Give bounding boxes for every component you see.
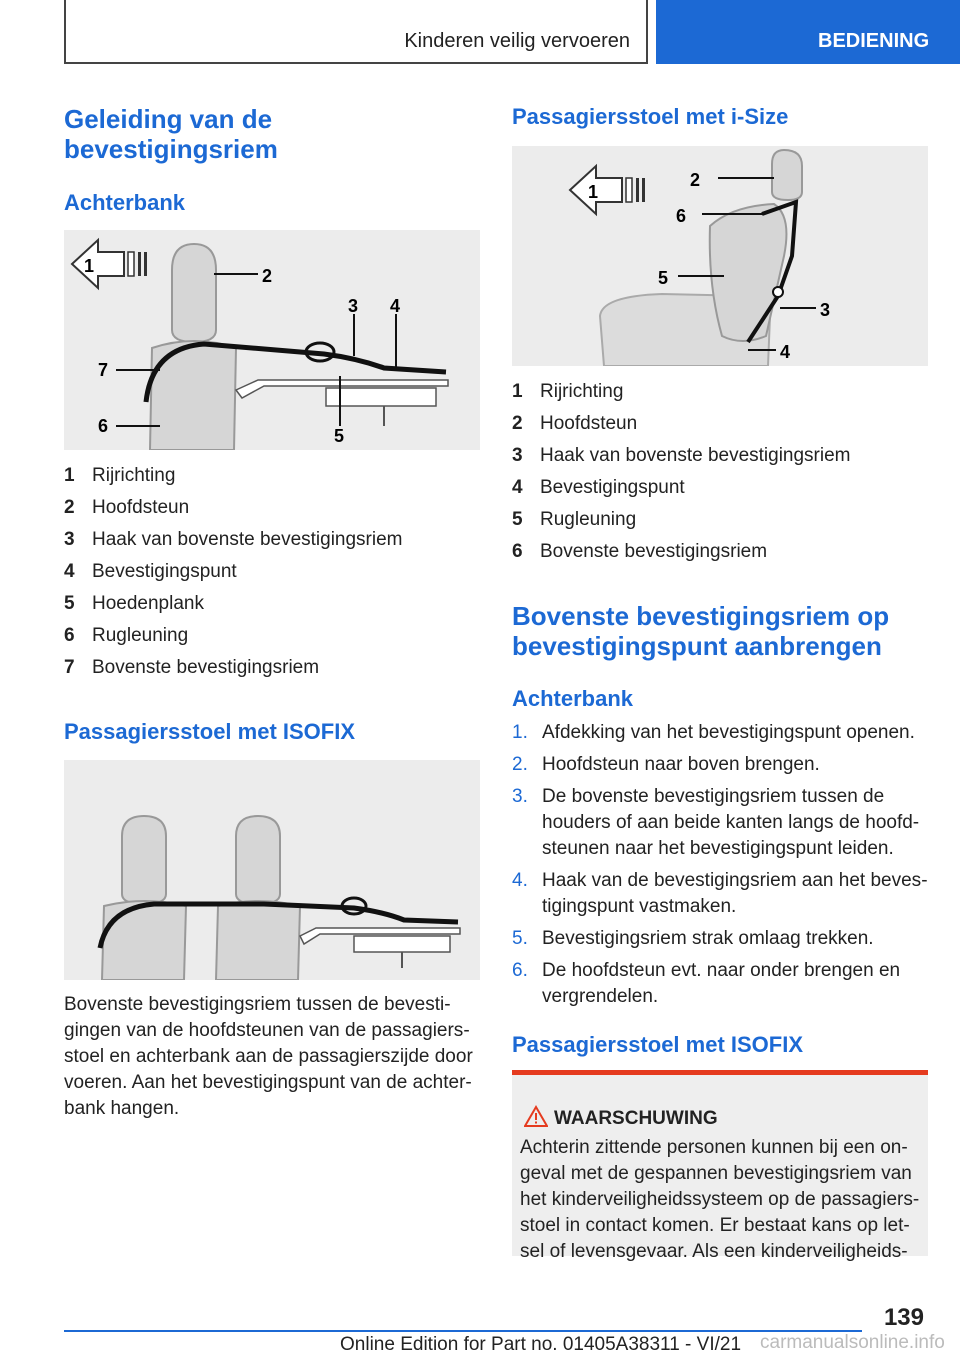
step-item [512, 926, 928, 952]
step-text: De hoofdsteun evt. naar onder brengen en vergrendelen. [542, 960, 901, 1007]
legend-item [64, 620, 403, 652]
headrest-shape [172, 244, 216, 342]
step-item [512, 720, 928, 746]
legend-item [512, 472, 851, 504]
step-item [512, 868, 928, 920]
legend-item [512, 376, 851, 408]
legend-text: Haak van bovenste bevestigingsriem [540, 445, 851, 466]
callout-3: 3 [348, 296, 359, 316]
callout-7: 7 [98, 360, 109, 380]
callout-2: 2 [262, 266, 273, 286]
callout-1: 1 [588, 182, 599, 202]
figure-isize [512, 146, 928, 366]
direction-arrow-icon [570, 166, 645, 214]
legend-num: 1 [64, 465, 75, 486]
callout-2: 2 [690, 170, 701, 190]
legend-item [512, 504, 851, 536]
legend-text: Bevestigingspunt [92, 561, 237, 582]
legend-item [64, 652, 403, 684]
callout-6: 6 [676, 206, 687, 226]
warning-header [524, 1105, 718, 1130]
step-num: 3. [512, 786, 528, 807]
step-text: De bovenste bevestigingsriem tussen de houders of aan beide kanten langs de hoofdsteunen naar het bevestigingspunt leiden. [542, 786, 920, 859]
warning-text: Achterin zittende personen kunnen bij een ongeval met de gespannen bevestigingsriem van het kinderveiligheidssysteem op de passagiersstoel in contact komen. Er bestaat kans op letsel of levensgevaar. Als een kinderveiligheids- [520, 1137, 920, 1262]
legend-num: 4 [64, 561, 75, 582]
callout-4: 4 [780, 342, 791, 362]
step-text: Hoofdsteun naar boven brengen. [542, 754, 820, 775]
warning-title: WAARSCHUWING [554, 1108, 718, 1129]
legend-item [64, 588, 403, 620]
legend-text: Bovenste bevestigingsriem [92, 657, 320, 678]
step-text: Haak van de bevestigingsriem aan het bevestigingspunt vastmaken. [542, 870, 928, 917]
legend-text: Rugleuning [540, 509, 637, 530]
left-subtitle: Achterbank [64, 190, 186, 215]
legend-num: 2 [512, 413, 523, 434]
step-num: 1. [512, 722, 528, 743]
legend-num: 3 [64, 529, 75, 550]
right-mount-subtitle: Achterbank [512, 686, 634, 711]
legend-text: Rijrichting [92, 465, 176, 486]
callout-5: 5 [334, 426, 345, 446]
header-tab-label[interactable]: BEDIENING [818, 30, 930, 52]
page-number: 139 [883, 1304, 924, 1331]
left-title: Geleiding van de bevestigingsriem [64, 104, 278, 164]
legend-num: 5 [512, 509, 523, 530]
right-isize-heading: Passagiersstoel met i-Size [512, 104, 789, 129]
callout-6: 6 [98, 416, 109, 436]
legend-text: Rijrichting [540, 381, 624, 402]
legend-text: Bevestigingspunt [540, 477, 685, 498]
left-isofix-text: Bovenste bevestigingsriem tussen de bevestigingen van de hoofdsteunen van de passagiersstoel en achterbank aan de passagierszijde door voeren. Aan het bevestigingspunt van de achterbank hangen. [64, 994, 473, 1119]
footer-edition: Online Edition for Part no. 01405A38311 - VI/21 [340, 1334, 742, 1355]
figure-rear-seat [64, 230, 480, 450]
mount-steps-list [512, 720, 928, 1016]
backrest-shape [150, 341, 236, 450]
figure-rear-seat-drawing [64, 230, 480, 450]
warning-triangle-icon [524, 1105, 548, 1127]
right-isofix-heading: Passagiersstoel met ISOFIX [512, 1032, 804, 1057]
figure-isize-drawing [512, 146, 928, 366]
left-legend-list [64, 460, 403, 684]
step-num: 6. [512, 960, 528, 981]
legend-text: Bovenste bevestigingsriem [540, 541, 768, 562]
right-mount-title: Bovenste bevestigingsriem op bevestigingspunt aanbrengen [512, 601, 890, 661]
legend-item [64, 556, 403, 588]
step-num: 4. [512, 870, 528, 891]
warning-box [512, 1070, 928, 1262]
legend-text: Haak van bovenste bevestigingsriem [92, 529, 403, 550]
figure-isofix [64, 760, 480, 980]
legend-text: Hoedenplank [92, 593, 204, 614]
step-text: Afdekking van het bevestigingspunt openen. [542, 722, 915, 743]
callout-4: 4 [390, 296, 401, 316]
legend-item [64, 460, 403, 492]
left-isofix-heading: Passagiersstoel met ISOFIX [64, 719, 356, 744]
right-legend-list [512, 376, 851, 568]
legend-num: 7 [64, 657, 75, 678]
legend-text: Hoofdsteun [540, 413, 638, 434]
legend-item [512, 536, 851, 568]
footer-divider [64, 1330, 862, 1332]
legend-text: Rugleuning [92, 625, 189, 646]
footer-watermark[interactable]: carmanualsonline.info [760, 1332, 945, 1353]
callout-5: 5 [658, 268, 669, 288]
figure-isofix-drawing [64, 760, 480, 980]
step-text: Bevestigingsriem strak omlaag trekken. [542, 928, 874, 949]
legend-item [64, 524, 403, 556]
step-num: 5. [512, 928, 528, 949]
legend-item [512, 440, 851, 472]
legend-item [512, 408, 851, 440]
step-num: 2. [512, 754, 528, 775]
step-item [512, 752, 928, 778]
callout-3: 3 [820, 300, 831, 320]
legend-num: 6 [512, 541, 523, 562]
legend-num: 1 [512, 381, 523, 402]
step-item [512, 784, 928, 862]
legend-text: Hoofdsteun [92, 497, 190, 518]
step-item [512, 958, 928, 1010]
legend-num: 3 [512, 445, 523, 466]
header-section-title: Kinderen veilig vervoeren [404, 30, 630, 52]
legend-item [64, 492, 403, 524]
legend-num: 6 [64, 625, 75, 646]
legend-num: 2 [64, 497, 75, 518]
callout-1: 1 [84, 256, 95, 276]
legend-num: 4 [512, 477, 523, 498]
legend-num: 5 [64, 593, 75, 614]
